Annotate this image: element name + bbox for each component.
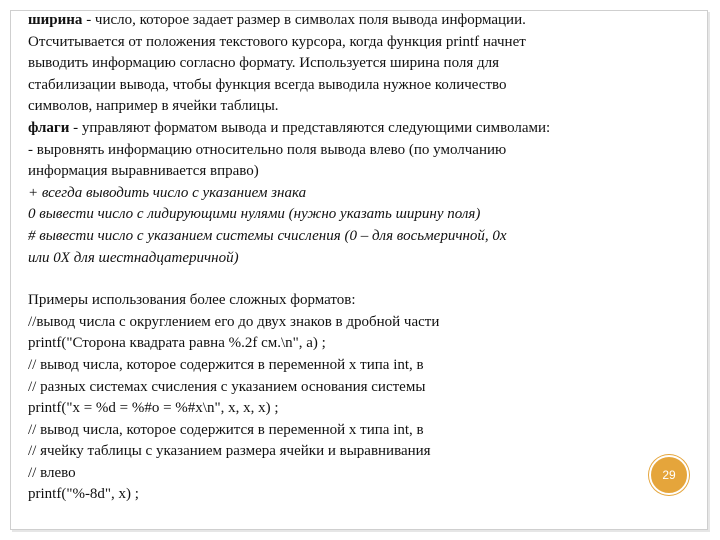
line-text: printf("Сторона квадрата равна %.2f см.\n", a) ; bbox=[28, 335, 326, 352]
text-line bbox=[28, 161, 678, 183]
page-number-badge: 29 bbox=[649, 455, 689, 495]
text-line bbox=[28, 420, 678, 442]
line-text: // разных системах счисления с указанием основания системы bbox=[28, 378, 426, 395]
text-line bbox=[28, 355, 678, 377]
line-text: стабилизации вывода, чтобы функция всегда выводила нужное количество bbox=[28, 76, 507, 93]
text-line bbox=[28, 183, 678, 205]
line-text: // влево bbox=[28, 464, 76, 481]
line-text: информация выравнивается вправо) bbox=[28, 163, 259, 180]
text-line bbox=[28, 96, 678, 118]
text-line bbox=[28, 441, 678, 463]
text-line bbox=[28, 32, 678, 54]
text-line bbox=[28, 333, 678, 355]
line-text: или 0X для шестнадцатеричной) bbox=[28, 249, 239, 266]
term-label: ширина bbox=[28, 12, 83, 28]
line-text: // вывод числа, которое содержится в переменной x типа int, в bbox=[28, 421, 424, 438]
text-line bbox=[28, 140, 678, 162]
blank-line bbox=[28, 269, 678, 290]
text-line bbox=[28, 10, 678, 32]
text-line bbox=[28, 463, 678, 485]
text-line bbox=[28, 226, 678, 248]
text-line bbox=[28, 312, 678, 334]
text-line bbox=[28, 484, 678, 506]
text-line bbox=[28, 118, 678, 140]
text-line bbox=[28, 53, 678, 75]
line-text: + всегда выводить число с указанием знака bbox=[28, 184, 307, 201]
line-text: // ячейку таблицы с указанием размера ячейки и выравнивания bbox=[28, 443, 431, 460]
line-text: - число, которое задает размер в символах поля вывода информации. bbox=[82, 12, 526, 28]
slide-text bbox=[28, 10, 678, 506]
line-text: - выровнять информацию относительно поля вывода влево (по умолчанию bbox=[28, 141, 507, 158]
term-label: флаги bbox=[28, 119, 70, 136]
line-text: - управляют форматом вывода и представляются следующими символами: bbox=[69, 119, 551, 136]
text-line bbox=[28, 75, 678, 97]
text-line bbox=[28, 290, 678, 312]
text-line bbox=[28, 204, 678, 226]
line-text: 0 вывести число с лидирующими нулями (нужно указать ширину поля) bbox=[28, 206, 481, 223]
text-line bbox=[28, 377, 678, 399]
line-text: # вывести число с указанием системы счисления (0 – для восьмеричной, 0x bbox=[28, 227, 507, 244]
text-line bbox=[28, 398, 678, 420]
line-text: printf("%-8d", x) ; bbox=[28, 486, 139, 503]
line-text: символов, например в ячейки таблицы. bbox=[28, 98, 279, 115]
text-line bbox=[28, 248, 678, 270]
line-text: printf("x = %d = %#o = %#x\n", x, x, x) ; bbox=[28, 400, 279, 417]
line-text: выводить информацию согласно формату. Используется ширина поля для bbox=[28, 55, 500, 72]
line-text: Примеры использования более сложных форматов: bbox=[28, 292, 356, 309]
line-text: //вывод числа с округлением его до двух знаков в дробной части bbox=[28, 313, 440, 330]
line-text: // вывод числа, которое содержится в переменной x типа int, в bbox=[28, 356, 424, 373]
line-text: Отсчитывается от положения текстового курсора, когда функция printf начнет bbox=[28, 33, 526, 50]
